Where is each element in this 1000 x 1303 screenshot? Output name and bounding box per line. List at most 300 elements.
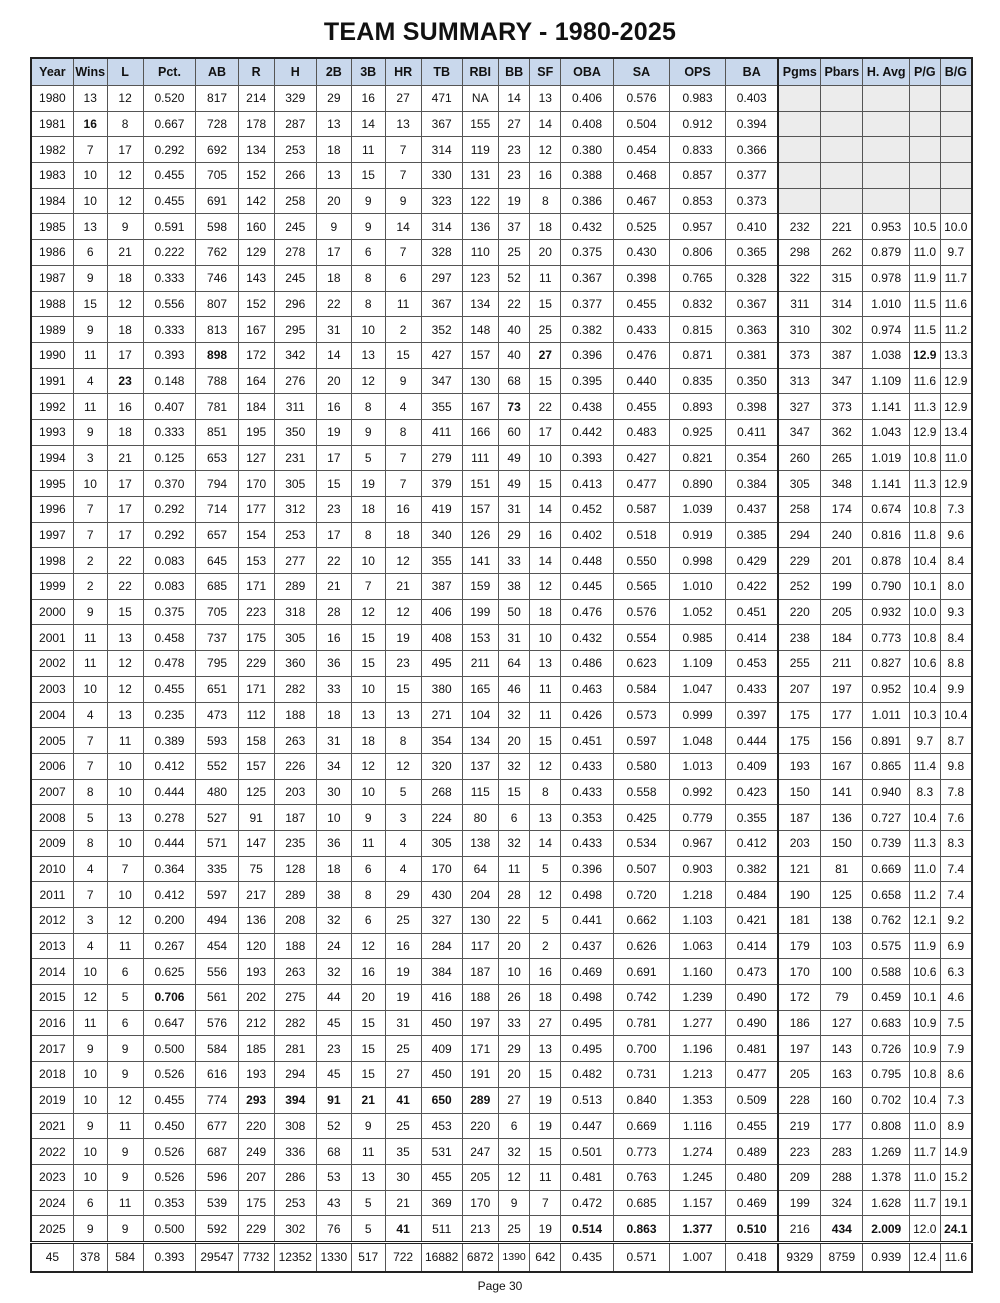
table-cell: 9.7 <box>909 728 940 754</box>
table-cell: 1989 <box>31 317 73 343</box>
table-cell: 367 <box>421 111 462 137</box>
table-cell: 0.827 <box>863 651 910 677</box>
table-cell: 9.8 <box>940 753 972 779</box>
table-cell: 126 <box>462 522 498 548</box>
table-cell: 411 <box>421 419 462 445</box>
table-cell: 279 <box>421 445 462 471</box>
table-cell: 12 <box>530 753 561 779</box>
table-cell: 9 <box>73 1216 107 1243</box>
table-cell: 9 <box>351 419 385 445</box>
table-cell: 190 <box>778 882 820 908</box>
table-cell: 188 <box>274 702 316 728</box>
table-cell: 137 <box>462 753 498 779</box>
table-cell: 0.292 <box>143 522 196 548</box>
table-cell: 10.9 <box>909 1036 940 1062</box>
table-cell: 27 <box>498 1087 530 1113</box>
table-cell: 203 <box>778 830 820 856</box>
table-cell: 0.731 <box>613 1062 669 1088</box>
table-cell: 1.109 <box>863 368 910 394</box>
table-row <box>31 959 972 985</box>
table-cell: 2006 <box>31 753 73 779</box>
table-cell: 4 <box>73 856 107 882</box>
table-cell: 35 <box>385 1139 421 1165</box>
table-cell: 289 <box>462 1087 498 1113</box>
team-summary-table-wrapper <box>30 57 973 1273</box>
table-cell: 9 <box>385 368 421 394</box>
table-cell: 205 <box>821 599 863 625</box>
table-cell: 305 <box>778 471 820 497</box>
table-cell: 0.473 <box>726 959 779 985</box>
table-cell <box>909 86 940 112</box>
table-cell: 7 <box>73 728 107 754</box>
table-cell: 10 <box>73 1062 107 1088</box>
table-cell: 2004 <box>31 702 73 728</box>
table-cell: 14 <box>351 111 385 137</box>
table-cell: 13.4 <box>940 419 972 445</box>
table-cell: 294 <box>274 1062 316 1088</box>
table-cell: 6 <box>498 805 530 831</box>
table-cell: 11 <box>73 625 107 651</box>
table-cell: 76 <box>316 1216 351 1243</box>
table-cell: 1993 <box>31 419 73 445</box>
table-cell <box>863 163 910 189</box>
page-title: TEAM SUMMARY - 1980-2025 <box>323 18 677 46</box>
table-cell: 10.9 <box>909 1010 940 1036</box>
table-cell: 10.6 <box>909 651 940 677</box>
table-cell: 21 <box>107 445 143 471</box>
table-cell: 157 <box>238 753 274 779</box>
table-cell: 4 <box>73 933 107 959</box>
table-cell: 25 <box>498 1216 530 1243</box>
table-cell: 774 <box>196 1087 238 1113</box>
table-cell: 178 <box>238 111 274 137</box>
table-cell: 170 <box>421 856 462 882</box>
table-cell: 45 <box>316 1062 351 1088</box>
table-cell: 327 <box>421 908 462 934</box>
table-cell: 14 <box>498 86 530 112</box>
table-cell: 0.453 <box>726 651 779 677</box>
table-cell: 12 <box>351 753 385 779</box>
table-cell: 10 <box>530 445 561 471</box>
table-cell: 2002 <box>31 651 73 677</box>
table-cell <box>863 188 910 214</box>
table-cell <box>778 188 820 214</box>
table-cell: 0.514 <box>561 1216 614 1243</box>
table-cell: 26 <box>498 985 530 1011</box>
table-cell: 17 <box>107 497 143 523</box>
table-cell: 245 <box>274 214 316 240</box>
table-cell: 15 <box>530 1062 561 1088</box>
table-cell: 650 <box>421 1087 462 1113</box>
column-header: TB <box>421 58 462 86</box>
table-cell: 0.739 <box>863 830 910 856</box>
table-cell: 807 <box>196 291 238 317</box>
table-cell: 8.6 <box>940 1062 972 1088</box>
table-cell: 23 <box>107 368 143 394</box>
table-cell: 0.669 <box>613 1113 669 1139</box>
table-cell: 153 <box>462 625 498 651</box>
table-cell: 11 <box>107 933 143 959</box>
table-cell: 17 <box>107 137 143 163</box>
column-header: H. Avg <box>863 58 910 86</box>
table-cell: 336 <box>274 1139 316 1165</box>
table-cell: 167 <box>462 394 498 420</box>
table-cell: 12 <box>107 908 143 934</box>
table-cell: 651 <box>196 676 238 702</box>
table-cell: 1990 <box>31 342 73 368</box>
table-cell: 0.481 <box>561 1164 614 1190</box>
table-cell: 0.235 <box>143 702 196 728</box>
table-cell: 224 <box>421 805 462 831</box>
table-row <box>31 599 972 625</box>
table-cell: 158 <box>238 728 274 754</box>
table-cell: 64 <box>498 651 530 677</box>
table-cell: 362 <box>821 419 863 445</box>
table-cell: 6.9 <box>940 933 972 959</box>
table-cell: 0.667 <box>143 111 196 137</box>
table-cell: 12.1 <box>909 908 940 934</box>
table-cell: 268 <box>421 779 462 805</box>
table-cell: 473 <box>196 702 238 728</box>
table-cell: 2000 <box>31 599 73 625</box>
table-cell: 8 <box>530 188 561 214</box>
table-cell: 1994 <box>31 445 73 471</box>
table-cell: 13 <box>73 86 107 112</box>
table-cell: 44 <box>316 985 351 1011</box>
table-cell: 311 <box>778 291 820 317</box>
table-cell: 0.463 <box>561 676 614 702</box>
table-cell: 0.967 <box>670 830 726 856</box>
table-cell: 1.378 <box>863 1164 910 1190</box>
table-cell: 23 <box>498 137 530 163</box>
table-cell: 11.7 <box>909 1190 940 1216</box>
table-cell: 0.292 <box>143 497 196 523</box>
table-cell: 4 <box>385 856 421 882</box>
table-cell: 0.433 <box>726 676 779 702</box>
table-cell: 167 <box>821 753 863 779</box>
table-cell: 19 <box>498 188 530 214</box>
table-cell: 1.245 <box>670 1164 726 1190</box>
table-cell: 127 <box>238 445 274 471</box>
page-number: Page 30 <box>477 1279 523 1293</box>
table-cell <box>863 86 910 112</box>
table-cell: 8 <box>385 728 421 754</box>
table-cell: 571 <box>196 830 238 856</box>
table-cell: 0.835 <box>670 368 726 394</box>
table-cell: 813 <box>196 317 238 343</box>
table-cell: 8.3 <box>909 779 940 805</box>
table-cell: 781 <box>196 394 238 420</box>
table-cell: 0.394 <box>726 111 779 137</box>
table-row <box>31 497 972 523</box>
table-cell: 15 <box>351 1010 385 1036</box>
table-cell: 0.408 <box>561 111 614 137</box>
table-cell: 8 <box>73 779 107 805</box>
table-row <box>31 291 972 317</box>
table-cell: 0.683 <box>863 1010 910 1036</box>
table-cell: 11.0 <box>909 1113 940 1139</box>
table-cell: 0.148 <box>143 368 196 394</box>
table-cell: 0.448 <box>561 548 614 574</box>
table-row <box>31 394 972 420</box>
table-cell: 305 <box>274 625 316 651</box>
table-cell: 220 <box>462 1113 498 1139</box>
table-cell: 8 <box>107 111 143 137</box>
column-header: L <box>107 58 143 86</box>
table-cell: 207 <box>778 676 820 702</box>
table-cell: 0.674 <box>863 497 910 523</box>
table-cell: 68 <box>316 1139 351 1165</box>
table-cell: 0.393 <box>143 342 196 368</box>
table-cell: 0.952 <box>863 676 910 702</box>
table-cell: 202 <box>238 985 274 1011</box>
table-cell: 25 <box>385 908 421 934</box>
table-cell: 12.9 <box>909 342 940 368</box>
table-cell: 117 <box>462 933 498 959</box>
table-cell: 141 <box>821 779 863 805</box>
table-cell: 328 <box>421 240 462 266</box>
table-cell: 7 <box>73 137 107 163</box>
table-row <box>31 805 972 831</box>
table-cell: 289 <box>274 574 316 600</box>
table-cell: 27 <box>530 342 561 368</box>
table-cell <box>940 86 972 112</box>
table-cell: 278 <box>274 240 316 266</box>
table-cell: 0.556 <box>143 291 196 317</box>
table-cell: 199 <box>821 574 863 600</box>
table-cell: 50 <box>498 599 530 625</box>
table-cell: 1.141 <box>863 471 910 497</box>
table-cell: 121 <box>778 856 820 882</box>
table-cell: 0.472 <box>561 1190 614 1216</box>
table-cell: 0.526 <box>143 1062 196 1088</box>
table-cell: 15.2 <box>940 1164 972 1190</box>
table-cell: 212 <box>238 1010 274 1036</box>
table-cell: 0.489 <box>726 1139 779 1165</box>
table-cell: 41 <box>385 1216 421 1243</box>
table-cell: 142 <box>238 188 274 214</box>
table-cell: 159 <box>462 574 498 600</box>
table-cell: 104 <box>462 702 498 728</box>
table-cell: 0.437 <box>561 933 614 959</box>
table-cell: 193 <box>238 959 274 985</box>
table-row <box>31 1190 972 1216</box>
table-cell: 0.452 <box>561 497 614 523</box>
table-cell: 11 <box>530 1164 561 1190</box>
table-cell: 20 <box>530 240 561 266</box>
table-cell: 314 <box>421 137 462 163</box>
table-cell: 17 <box>107 522 143 548</box>
table-cell: 15 <box>351 163 385 189</box>
table-cell: 1.157 <box>670 1190 726 1216</box>
table-cell: 2015 <box>31 985 73 1011</box>
table-cell: 263 <box>274 959 316 985</box>
table-cell: 0.985 <box>670 625 726 651</box>
table-cell: 0.292 <box>143 137 196 163</box>
table-cell: 12 <box>107 291 143 317</box>
table-cell: 7 <box>385 137 421 163</box>
table-cell: 53 <box>316 1164 351 1190</box>
table-cell: 165 <box>462 676 498 702</box>
table-cell: 136 <box>462 214 498 240</box>
table-cell: 10 <box>498 959 530 985</box>
table-cell: 13 <box>351 702 385 728</box>
table-cell: 9 <box>73 1113 107 1139</box>
table-cell: 427 <box>421 342 462 368</box>
table-cell: 0.925 <box>670 419 726 445</box>
totals-cell: 378 <box>73 1242 107 1272</box>
table-cell: 10.4 <box>909 548 940 574</box>
table-cell: 214 <box>238 86 274 112</box>
table-cell: 45 <box>316 1010 351 1036</box>
table-cell: 851 <box>196 419 238 445</box>
table-cell: 11.0 <box>940 445 972 471</box>
table-cell: 0.992 <box>670 779 726 805</box>
table-cell: 10 <box>73 471 107 497</box>
table-cell: 150 <box>778 779 820 805</box>
table-cell: 7.4 <box>940 856 972 882</box>
table-cell: 0.411 <box>726 419 779 445</box>
table-cell: 10 <box>351 317 385 343</box>
table-row <box>31 882 972 908</box>
table-cell: 0.381 <box>726 342 779 368</box>
table-cell: 9.3 <box>940 599 972 625</box>
table-cell: 23 <box>316 497 351 523</box>
table-row <box>31 163 972 189</box>
table-cell: 29 <box>385 882 421 908</box>
table-cell: 1.063 <box>670 933 726 959</box>
table-cell: 209 <box>778 1164 820 1190</box>
table-cell: 0.440 <box>613 368 669 394</box>
table-cell <box>940 163 972 189</box>
table-cell: 157 <box>462 497 498 523</box>
table-cell: 408 <box>421 625 462 651</box>
table-cell: 12 <box>530 574 561 600</box>
table-cell: 0.495 <box>561 1036 614 1062</box>
table-cell: 0.483 <box>613 419 669 445</box>
table-cell: 1.010 <box>670 574 726 600</box>
table-cell: 20 <box>351 985 385 1011</box>
table-cell: 0.702 <box>863 1087 910 1113</box>
table-cell: 2001 <box>31 625 73 651</box>
table-cell: 0.433 <box>561 779 614 805</box>
table-cell: 310 <box>778 317 820 343</box>
table-cell: 253 <box>274 522 316 548</box>
table-cell: 164 <box>238 368 274 394</box>
table-cell: 19 <box>530 1087 561 1113</box>
table-cell: 347 <box>821 368 863 394</box>
table-cell: 0.432 <box>561 625 614 651</box>
table-cell: 0.726 <box>863 1036 910 1062</box>
table-cell: 9 <box>351 214 385 240</box>
table-cell: 21 <box>385 1190 421 1216</box>
table-cell: 455 <box>421 1164 462 1190</box>
table-cell: 9 <box>316 214 351 240</box>
table-cell: 12 <box>530 882 561 908</box>
table-cell: 0.278 <box>143 805 196 831</box>
table-cell: 163 <box>821 1062 863 1088</box>
table-cell: 1.353 <box>670 1087 726 1113</box>
table-cell: 213 <box>462 1216 498 1243</box>
table-cell: 187 <box>778 805 820 831</box>
table-cell: 0.455 <box>143 676 196 702</box>
table-cell: 561 <box>196 985 238 1011</box>
table-cell: 0.576 <box>613 599 669 625</box>
table-cell: 0.833 <box>670 137 726 163</box>
table-cell: 12.9 <box>909 419 940 445</box>
table-cell: 1.141 <box>863 394 910 420</box>
table-cell: 3 <box>73 908 107 934</box>
table-cell: 495 <box>421 651 462 677</box>
table-cell: 0.790 <box>863 574 910 600</box>
table-cell: 0.518 <box>613 522 669 548</box>
table-cell: 8 <box>530 779 561 805</box>
table-cell: 0.477 <box>726 1062 779 1088</box>
table-cell: 203 <box>274 779 316 805</box>
table-cell: 1996 <box>31 497 73 523</box>
table-cell: 32 <box>498 702 530 728</box>
table-cell: 12 <box>107 651 143 677</box>
table-cell: 9 <box>73 265 107 291</box>
table-cell: 16 <box>107 394 143 420</box>
table-cell: 21 <box>351 1087 385 1113</box>
totals-cell: 12.4 <box>909 1242 940 1272</box>
table-cell: 13 <box>107 702 143 728</box>
table-cell: 64 <box>462 856 498 882</box>
table-cell: 2017 <box>31 1036 73 1062</box>
table-cell: 9 <box>73 317 107 343</box>
table-cell: 7 <box>73 882 107 908</box>
table-cell: 175 <box>778 728 820 754</box>
column-header: R <box>238 58 274 86</box>
table-cell: 19 <box>530 1113 561 1139</box>
table-cell: 348 <box>821 471 863 497</box>
table-cell: 220 <box>238 1113 274 1139</box>
table-cell: 10 <box>107 882 143 908</box>
table-cell: 0.890 <box>670 471 726 497</box>
table-cell: 0.591 <box>143 214 196 240</box>
table-cell: 0.333 <box>143 265 196 291</box>
table-cell: 0.763 <box>613 1164 669 1190</box>
table-cell: 597 <box>196 882 238 908</box>
table-cell: 387 <box>421 574 462 600</box>
table-cell: 0.425 <box>613 805 669 831</box>
table-row <box>31 1010 972 1036</box>
table-cell: 0.974 <box>863 317 910 343</box>
table-cell: 16 <box>351 959 385 985</box>
table-cell: 20 <box>498 933 530 959</box>
table-cell: 313 <box>778 368 820 394</box>
table-cell: 409 <box>421 1036 462 1062</box>
table-cell: 21 <box>385 574 421 600</box>
table-cell: 27 <box>530 1010 561 1036</box>
table-cell: 0.762 <box>863 908 910 934</box>
table-cell: 0.482 <box>561 1062 614 1088</box>
table-cell: 0.953 <box>863 214 910 240</box>
table-cell: 10.4 <box>909 1087 940 1113</box>
table-cell: 354 <box>421 728 462 754</box>
table-cell: 125 <box>238 779 274 805</box>
table-cell: 556 <box>196 959 238 985</box>
table-cell: 217 <box>238 882 274 908</box>
table-cell: 229 <box>238 651 274 677</box>
table-cell: 11 <box>530 676 561 702</box>
table-cell: 185 <box>238 1036 274 1062</box>
table-cell: 12 <box>351 933 385 959</box>
table-cell: 136 <box>821 805 863 831</box>
table-cell: 480 <box>196 779 238 805</box>
table-cell: 8.4 <box>940 625 972 651</box>
